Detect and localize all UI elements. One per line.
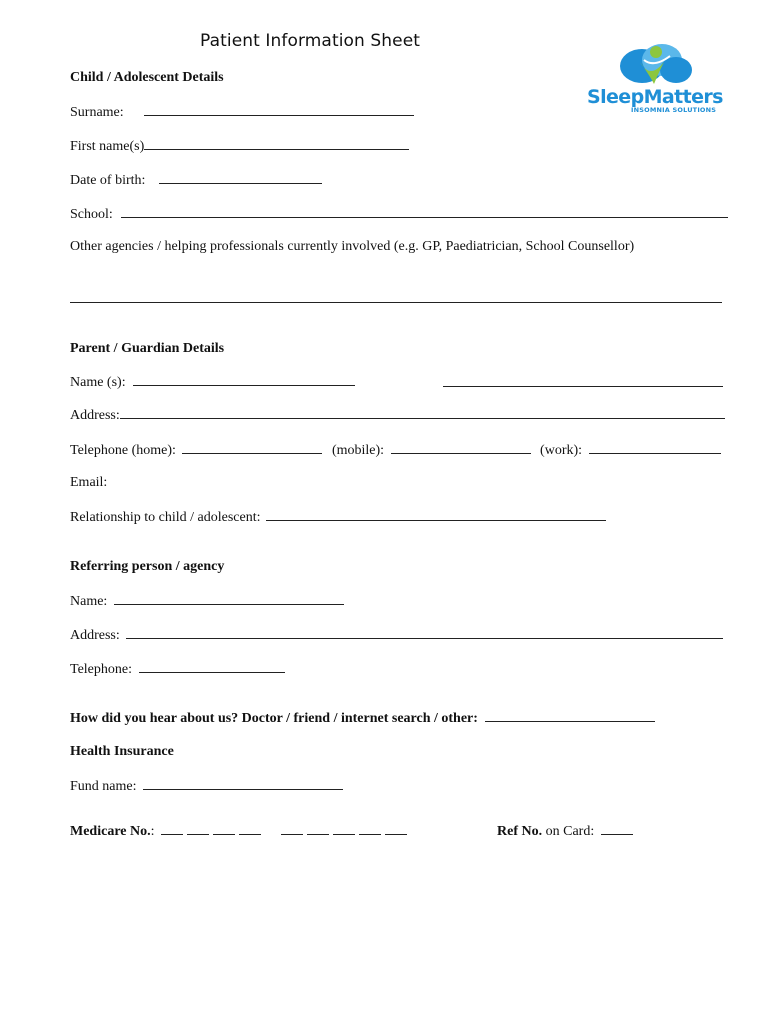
referrer-address-label: Address: [70,628,120,643]
child-section-heading: Child / Adolescent Details [70,70,224,85]
surname-field[interactable] [144,103,414,116]
sleepmatters-logo [584,40,724,120]
parent-address-label: Address: [70,408,120,423]
medicare-colon: : [150,824,155,839]
tel-home-field[interactable] [182,441,322,454]
parent-name-row [70,373,355,392]
referrer-telephone-field[interactable] [139,660,285,673]
referrer-name-row [70,592,344,611]
surname-label: Surname: [70,105,124,120]
tel-home-label: Telephone (home): [70,443,176,458]
school-row [70,205,728,224]
insurance-section-heading: Health Insurance [70,744,174,759]
parent-telephone-row [70,441,721,460]
mobile-field[interactable] [391,441,531,454]
parent-address-field[interactable] [120,406,725,419]
medicare-row [70,822,411,841]
parent-name-field-1[interactable] [133,373,355,386]
parent-section-heading: Parent / Guardian Details [70,341,225,356]
relationship-field[interactable] [266,508,606,521]
medicare-field[interactable] [161,822,411,841]
referrer-section-heading: Referring person / agency [70,559,225,574]
work-field[interactable] [589,441,721,454]
logo-brand-text: SleepMatters [587,86,723,108]
ref-no-field[interactable] [601,822,633,835]
agencies-field[interactable] [70,302,722,303]
fund-field[interactable] [143,777,343,790]
ref-no-suffix: on Card: [542,824,595,839]
relationship-label: Relationship to child / adolescent: [70,510,261,525]
referrer-name-label: Name: [70,594,108,609]
mobile-label: (mobile): [331,443,385,458]
parent-name-field-2[interactable] [443,386,723,387]
surname-row [70,103,414,122]
first-name-field[interactable] [144,137,409,150]
referrer-address-row [70,626,723,645]
logo-tagline: INSOMNIA SOLUTIONS [631,106,717,114]
fund-row [70,777,343,796]
parent-address-row [70,406,725,425]
agencies-label: Other agencies / helping professionals currently involved (e.g. GP, Paediatrician, School Counsellor) [70,239,635,254]
email-label: Email: [70,475,108,490]
hear-about-field[interactable] [485,709,655,722]
first-name-label: First name(s) [70,139,145,154]
referrer-telephone-label: Telephone: [70,662,132,677]
relationship-row [70,508,606,527]
hear-about-label: How did you hear about us? Doctor / friend / internet search / other: [70,711,478,726]
dob-field[interactable] [159,171,322,184]
referrer-name-field[interactable] [114,592,344,605]
referrer-telephone-row [70,660,285,679]
page-title: Patient Information Sheet [200,31,421,51]
referrer-address-field[interactable] [126,626,723,639]
school-field[interactable] [121,205,728,218]
hear-about-row [70,709,655,728]
parent-name-label: Name (s): [70,375,126,390]
medicare-label: Medicare No. [70,824,151,839]
dob-row [70,171,322,190]
ref-no-row [497,822,633,841]
dob-label: Date of birth: [70,173,146,188]
first-name-row [70,137,409,156]
fund-label: Fund name: [70,779,137,794]
logo-icon [584,40,724,90]
ref-no-label: Ref No. [497,824,543,839]
work-label: (work): [540,443,583,458]
school-label: School: [70,207,113,222]
